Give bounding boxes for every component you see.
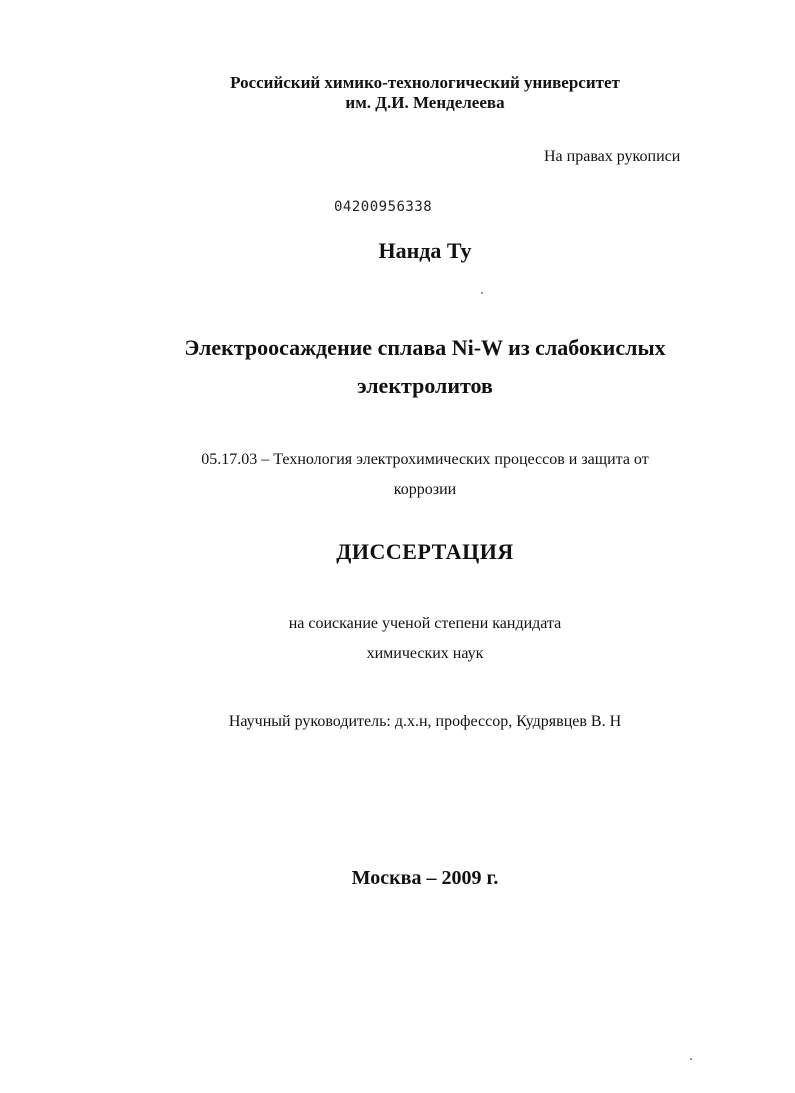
scan-speck bbox=[481, 292, 483, 294]
specialty-line2: коррозии bbox=[393, 481, 457, 498]
thesis-title-line2: электролитов bbox=[357, 373, 493, 398]
thesis-title-line1: Электроосаждение сплава Ni-W из слабокислых bbox=[184, 335, 666, 360]
manuscript-rights-note: На правах рукописи bbox=[544, 148, 681, 165]
university-name: Российский химико-технологический университет bbox=[230, 73, 620, 92]
university-named-after: им. Д.И. Менделеева bbox=[345, 93, 505, 112]
degree-line2: химических наук bbox=[366, 645, 484, 662]
author-name: Нанда Ту bbox=[378, 238, 472, 263]
city-and-year: Москва – 2009 г. bbox=[351, 867, 499, 889]
catalog-code: 04200956338 bbox=[334, 199, 433, 215]
scientific-supervisor: Научный руководитель: д.х.н, профессор, Кудрявцев В. Н bbox=[228, 713, 622, 730]
document-type-heading: ДИССЕРТАЦИЯ bbox=[336, 539, 514, 564]
specialty-line1: 05.17.03 – Технология электрохимических процессов и защита от bbox=[201, 451, 649, 468]
scan-speck bbox=[690, 1058, 692, 1060]
degree-line1: на соискание ученой степени кандидата bbox=[288, 615, 562, 632]
